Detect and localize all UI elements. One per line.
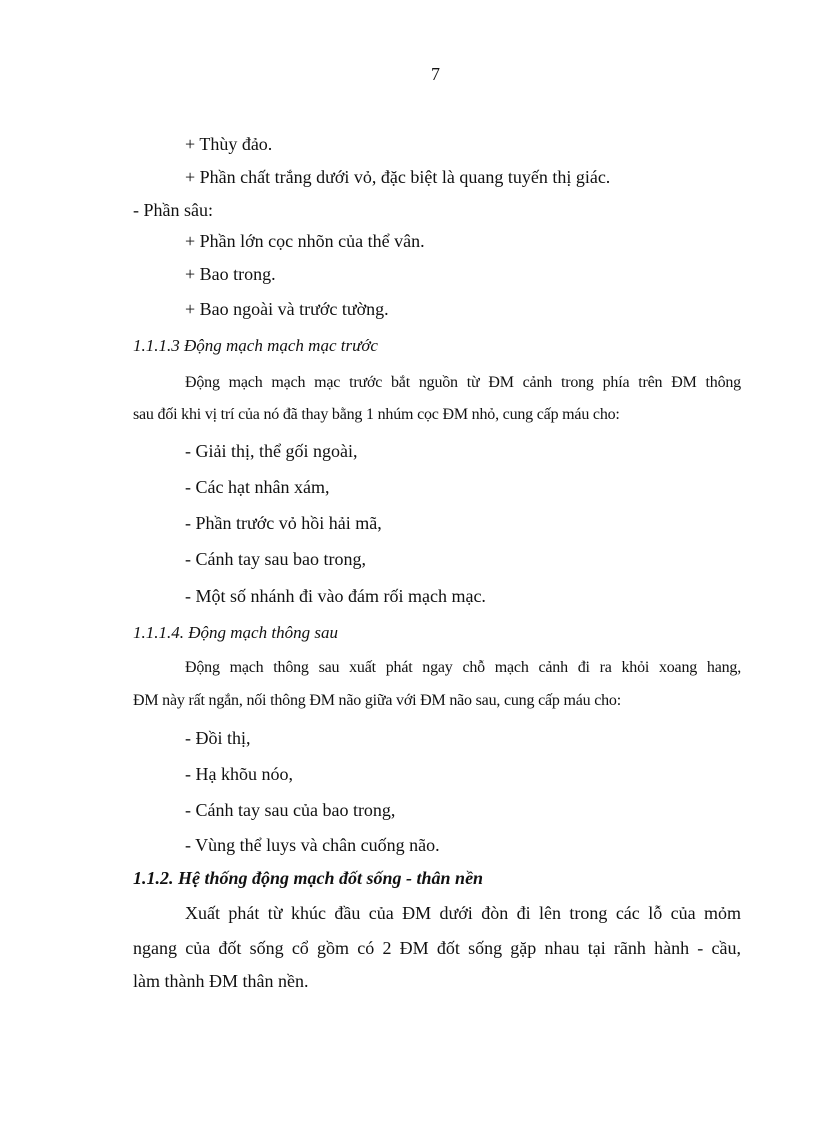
list-item: + Bao ngoài và trước tường. — [185, 299, 389, 319]
list-item: - Các hạt nhân xám, — [185, 477, 330, 497]
list-item: + Phần chất trắng dưới vỏ, đặc biệt là quang tuyến thị giác. — [185, 167, 611, 187]
paragraph-line: Xuất phát từ khúc đầu của ĐM dưới đòn đi lên trong các lỗ của mỏm — [185, 903, 741, 923]
paragraph-line: Động mạch thông sau xuất phát ngay chỗ mạch cảnh đi ra khỏi xoang hang, — [185, 659, 741, 676]
deep-part-label: - Phần sâu: — [133, 200, 213, 220]
list-item: - Một số nhánh đi vào đám rối mạch mạc. — [185, 586, 486, 606]
list-item: - Đồi thị, — [185, 728, 251, 748]
paragraph-line: làm thành ĐM thân nền. — [133, 971, 309, 991]
list-item: - Hạ khõu nóo, — [185, 764, 293, 784]
section-heading-1114: 1.1.1.4. Động mạch thông sau — [133, 623, 338, 642]
list-item: - Giải thị, thể gối ngoài, — [185, 441, 358, 461]
section-heading-1113: 1.1.1.3 Động mạch mạch mạc trước — [133, 336, 378, 355]
list-item: - Vùng thể luys và chân cuống não. — [185, 835, 440, 855]
paragraph-line: ĐM này rất ngắn, nối thông ĐM não giữa với ĐM não sau, cung cấp máu cho: — [133, 692, 621, 709]
list-item: - Cánh tay sau bao trong, — [185, 549, 366, 569]
list-item: + Thùy đảo. — [185, 134, 273, 154]
list-item: - Cánh tay sau của bao trong, — [185, 800, 396, 820]
list-item: + Phần lớn cọc nhõn của thể vân. — [185, 231, 425, 251]
page-number: 7 — [431, 64, 440, 84]
section-heading-112: 1.1.2. Hệ thống động mạch đốt sống - thân nền — [133, 868, 484, 888]
paragraph-line: sau đối khi vị trí của nó đã thay bằng 1 nhúm cọc ĐM nhỏ, cung cấp máu cho: — [133, 406, 620, 423]
list-item: + Bao trong. — [185, 264, 276, 284]
paragraph-line: ngang của đốt sống cổ gồm có 2 ĐM đốt sống gặp nhau tại rãnh hành - cầu, — [133, 938, 741, 958]
list-item: - Phần trước vỏ hồi hải mã, — [185, 513, 382, 533]
paragraph-line: Động mạch mạch mạc trước bắt nguồn từ ĐM cảnh trong phía trên ĐM thông — [185, 374, 741, 391]
